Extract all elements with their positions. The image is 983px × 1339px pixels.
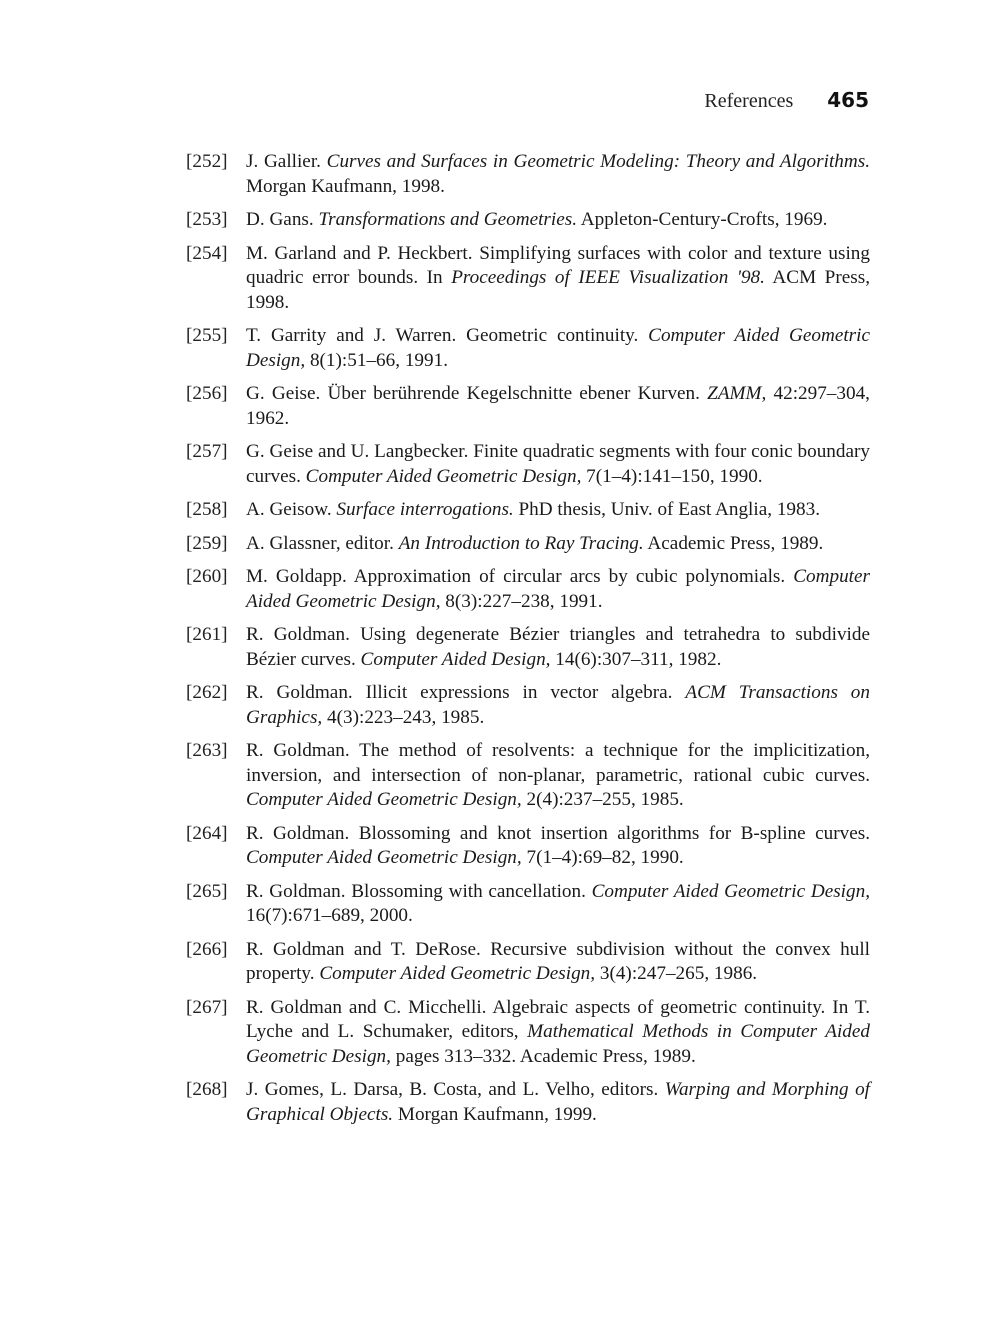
reference-details: 16(7):671–689, 2000.: [246, 905, 413, 926]
reference-text: [246, 565, 870, 614]
reference-number: [258]: [186, 499, 228, 520]
reference-text: [246, 150, 870, 199]
reference-entry: [186, 440, 870, 489]
reference-entry: [186, 382, 870, 431]
reference-number: [252]: [186, 151, 228, 172]
reference-title: Mathematical Methods in Computer Aided Geometric Design,: [246, 1021, 871, 1067]
reference-text: [246, 532, 870, 557]
reference-authors: R. Goldman. Blossoming and knot insertion algorithms for B-spline curves.: [246, 822, 870, 844]
reference-authors: J. Gallier.: [246, 151, 327, 172]
reference-entry: [186, 498, 870, 523]
reference-entry: [186, 1078, 870, 1127]
reference-entry: [186, 822, 870, 871]
reference-title: Curves and Surfaces in Geometric Modeling: Theory and Algorithms.: [326, 151, 870, 172]
reference-authors: R. Goldman. Blossoming with cancellation.: [246, 880, 592, 902]
reference-details: 2(4):237–255, 1985.: [521, 789, 684, 810]
reference-title: Computer Aided Geometric Design,: [591, 880, 870, 902]
reference-entry: [186, 565, 870, 614]
reference-entry: [186, 880, 870, 929]
reference-details: ACM Press, 1998.: [246, 267, 870, 313]
reference-number: [268]: [186, 1079, 228, 1100]
reference-authors: R. Goldman. Using degenerate Bézier triangles and tetrahedra to subdivide Bézier curves.: [246, 624, 870, 670]
reference-authors: R. Goldman. Illicit expressions in vector algebra.: [246, 682, 686, 703]
reference-authors: R. Goldman and C. Micchelli. Algebraic aspects of geometric continuity. In T. Lyche and L. Schumaker, editors,: [246, 996, 870, 1042]
section-title: References: [704, 90, 794, 112]
reference-number: [262]: [186, 682, 228, 703]
reference-authors: J. Gomes, L. Darsa, B. Costa, and L. Velho, editors.: [246, 1079, 665, 1100]
reference-number: [257]: [186, 441, 228, 462]
reference-title: Computer Aided Geometric Design,: [246, 566, 870, 612]
reference-number: [259]: [186, 532, 228, 554]
reference-title: Warping and Morphing of Graphical Objects.: [246, 1079, 870, 1125]
reference-number: [265]: [186, 880, 228, 902]
reference-authors: M. Goldapp. Approximation of circular arcs by cubic polynomials.: [246, 566, 794, 587]
reference-text: [246, 822, 870, 871]
reference-entry: [186, 242, 870, 316]
reference-text: [246, 681, 870, 730]
reference-title: Surface interrogations.: [336, 499, 514, 520]
reference-authors: R. Goldman and T. DeRose. Recursive subdivision without the convex hull property.: [246, 938, 870, 984]
reference-number: [261]: [186, 624, 228, 645]
reference-entry: [186, 150, 870, 199]
reference-number: [263]: [186, 740, 228, 761]
reference-title: Computer Aided Geometric Design,: [319, 963, 596, 984]
reference-details: 7(1–4):141–150, 1990.: [581, 465, 763, 487]
reference-title: An Introduction to Ray Tracing.: [398, 532, 644, 554]
reference-entry: [186, 681, 870, 730]
reference-text: [246, 623, 870, 672]
reference-details: Morgan Kaufmann, 1998.: [246, 175, 445, 197]
reference-title: Transformations and Geometries.: [318, 209, 577, 230]
reference-details: 42:297–304, 1962.: [246, 383, 870, 429]
reference-number: [254]: [186, 242, 228, 264]
reference-authors: T. Garrity and J. Warren. Geometric continuity.: [246, 325, 649, 346]
reference-entry: [186, 996, 870, 1070]
page-number: 465: [827, 88, 869, 112]
reference-details: Appleton-Century-Crofts, 1969.: [577, 209, 828, 230]
reference-details: 8(1):51–66, 1991.: [305, 349, 448, 371]
reference-text: [246, 880, 870, 929]
reference-authors: R. Goldman. The method of resolvents: a technique for the implicitization, inversion, and intersection of non-planar, parametric, rational cubic curves.: [246, 740, 870, 786]
reference-details: 8(3):227–238, 1991.: [440, 590, 603, 612]
reference-text: [246, 739, 870, 813]
reference-details: 14(6):307–311, 1982.: [550, 648, 722, 670]
reference-text: [246, 440, 870, 489]
reference-entry: [186, 623, 870, 672]
reference-authors: M. Garland and P. Heckbert. Simplifying surfaces with color and texture using quadric error bounds. In: [246, 242, 870, 288]
reference-entry: [186, 938, 870, 987]
reference-text: [246, 938, 870, 987]
reference-entry: [186, 324, 870, 373]
running-header: [704, 88, 869, 113]
reference-list: [186, 150, 870, 1136]
reference-number: [260]: [186, 566, 228, 587]
reference-details: 7(1–4):69–82, 1990.: [521, 847, 684, 868]
reference-authors: A. Geisow.: [246, 499, 337, 520]
reference-authors: D. Gans.: [246, 209, 319, 230]
reference-title: Computer Aided Geometric Design,: [246, 789, 522, 810]
reference-details: Academic Press, 1989.: [643, 532, 824, 554]
reference-entry: [186, 739, 870, 813]
reference-authors: G. Geise. Über berührende Kegelschnitte ebener Kurven.: [246, 383, 708, 404]
reference-text: [246, 1078, 870, 1127]
reference-details: 3(4):247–265, 1986.: [595, 963, 758, 984]
reference-authors: G. Geise and U. Langbecker. Finite quadratic segments with four conic boundary curves.: [246, 441, 870, 487]
reference-number: [253]: [186, 209, 228, 230]
reference-title: Computer Aided Geometric Design,: [246, 325, 870, 371]
reference-text: [246, 996, 870, 1070]
reference-title: Proceedings of IEEE Visualization '98.: [451, 267, 765, 288]
reference-details: pages 313–332. Academic Press, 1989.: [390, 1045, 696, 1067]
reference-text: [246, 324, 870, 373]
reference-number: [266]: [186, 938, 228, 960]
reference-title: Computer Aided Geometric Design,: [246, 847, 522, 868]
reference-text: [246, 382, 870, 431]
reference-entry: [186, 532, 870, 557]
reference-number: [255]: [186, 325, 228, 346]
reference-number: [264]: [186, 822, 228, 844]
reference-title: ZAMM,: [707, 383, 767, 404]
reference-text: [246, 242, 870, 316]
reference-details: PhD thesis, Univ. of East Anglia, 1983.: [513, 499, 820, 520]
reference-text: [246, 498, 870, 523]
reference-details: Morgan Kaufmann, 1999.: [393, 1103, 597, 1125]
reference-number: [256]: [186, 383, 228, 404]
reference-text: [246, 208, 870, 233]
reference-number: [267]: [186, 996, 228, 1018]
reference-entry: [186, 208, 870, 233]
reference-title: Computer Aided Geometric Design,: [305, 465, 582, 487]
reference-details: 4(3):223–243, 1985.: [322, 706, 485, 728]
reference-authors: A. Glassner, editor.: [246, 532, 399, 554]
reference-title: ACM Transactions on Graphics,: [246, 682, 870, 728]
reference-title: Computer Aided Design,: [360, 648, 551, 670]
